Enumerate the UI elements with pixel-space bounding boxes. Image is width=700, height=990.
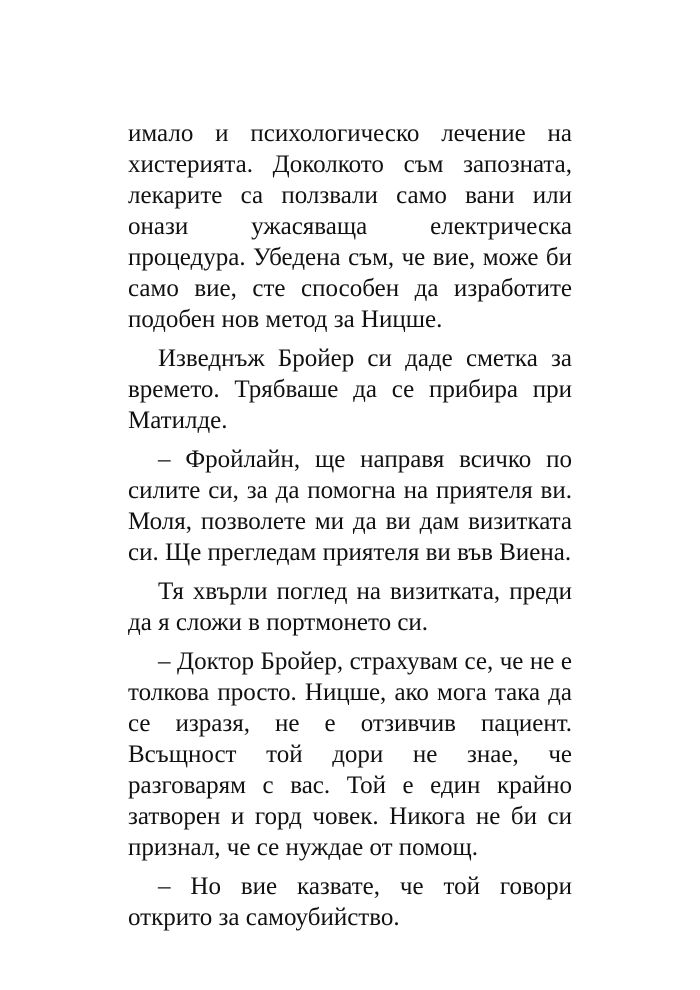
text-line: Тя хвърли поглед на визитката, преди — [158, 578, 572, 605]
text-line: имало и психологическо лечение на — [128, 120, 572, 147]
text-line: – Фройлайн, ще направя всичко по — [158, 446, 572, 473]
paragraph-5 — [128, 646, 572, 863]
text-line: процедура. Убедена съм, че вие, може би — [128, 244, 572, 271]
text-line: открито за самоубийство. — [128, 904, 400, 931]
text-line: признал, че се нуждае от помощ. — [128, 834, 479, 861]
text-line: Изведнъж Бройер си даде сметка за — [158, 345, 572, 372]
text-line: Матилде. — [128, 407, 228, 434]
text-line: Всъщност той дори не знае, че — [128, 741, 572, 768]
paragraph-6 — [128, 871, 572, 933]
text-line: се изразя, не е отзивчив пациент. — [128, 710, 572, 737]
text-line: силите си, за да помогна на приятеля ви. — [128, 477, 572, 504]
text-line: времето. Трябваше да се прибира при — [128, 376, 572, 403]
text-line: Моля, позволете ми да ви дам визитката — [128, 508, 572, 535]
text-line: – Но вие казвате, че той говори — [158, 873, 572, 900]
text-line: си. Ще прегледам приятеля ви във Виена. — [128, 539, 572, 566]
text-line: лекарите са ползвали само вани или — [128, 182, 572, 209]
text-line: подобен нов метод за Ницше. — [128, 306, 443, 333]
text-line: хистерията. Доколкото съм запозната, — [128, 151, 572, 178]
paragraph-3 — [128, 444, 572, 568]
paragraph-2 — [128, 343, 572, 436]
text-line: – Доктор Бройер, страхувам се, че не е — [158, 648, 572, 675]
book-page — [128, 118, 572, 941]
paragraph-1 — [128, 118, 572, 335]
paragraph-4 — [128, 576, 572, 638]
text-line: затворен и горд човек. Никога не би си — [128, 803, 572, 830]
text-line: онази ужасяваща електрическа — [128, 213, 572, 240]
text-line: само вие, сте способен да изработите — [128, 275, 572, 302]
text-line: да я сложи в портмонето си. — [128, 609, 429, 636]
text-line: толкова просто. Ницше, ако мога така да — [128, 679, 572, 706]
text-line: разговарям с вас. Той е един крайно — [128, 772, 572, 799]
